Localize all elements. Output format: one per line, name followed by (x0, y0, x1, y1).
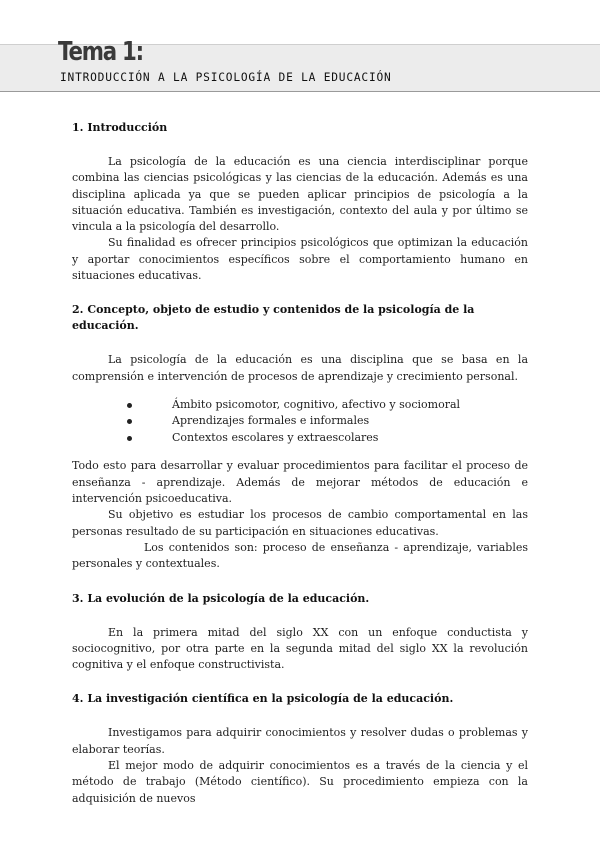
list-item-text: Aprendizajes formales e informales (172, 414, 370, 428)
paragraph: En la primera mitad del siglo XX con un enfoque conductista y sociocognitivo, por otra parte en la segunda mitad del siglo XX la revolución cognitiva y el enfoque constructivista. (72, 625, 528, 672)
list-item (72, 430, 528, 447)
doc-subtitle: INTRODUCCIÓN A LA PSICOLOGÍA DE LA EDUCACIÓN (60, 71, 392, 84)
paragraph: El mejor modo de adquirir conocimientos es a través de la ciencia y el método de trabajo (Método científico). Su procedimiento empieza con la adquisición de nuevos (72, 759, 528, 805)
bullet-icon (127, 419, 132, 424)
section-heading-1: 1. Introducción (72, 121, 168, 134)
paragraph: Investigamos para adquirir conocimientos y resolver dudas o problemas y elaborar teorías. (72, 726, 528, 756)
bullet-icon (127, 403, 132, 408)
section-heading-4: 4. La investigación científica en la psicología de la educación. (72, 692, 454, 706)
list-item-text: Contextos escolares y extraescolares (172, 430, 379, 444)
doc-title: Tema 1: (58, 37, 143, 67)
section-heading-3: 3. La evolución de la psicología de la educación. (72, 591, 370, 605)
paragraph: Todo esto para desarrollar y evaluar procedimientos para facilitar el proceso de enseñanza - aprendizaje. Además de mejorar métodos de educación e intervención psicoeducativa. (72, 459, 528, 506)
bullet-list (72, 397, 528, 447)
paragraph: Su objetivo es estudiar los procesos de cambio comportamental en las personas resultado de su participación en situaciones educativas. (72, 508, 528, 538)
paragraph: La psicología de la educación es una disciplina que se basa en la comprensión e intervención de procesos de aprendizaje y crecimiento personal. (72, 353, 528, 383)
bullet-icon (127, 436, 132, 441)
paragraph: Su finalidad es ofrecer principios psicológicos que optimizan la educación y aportar conocimientos específicos sobre el comportamiento humano en situaciones educativas. (72, 236, 528, 283)
document-body (72, 120, 528, 807)
paragraph: La psicología de la educación es una ciencia interdisciplinar porque combina las ciencias psicológicas y las ciencias de la educación. Además es una disciplina aplicada ya que se pueden aplicar principios de psicología a la situación educativa. También es investigación, contexto del aula y por último se vincula a la psicología del desarrollo. (72, 155, 528, 234)
section-heading-2: 2. Concepto, objeto de estudio y contenidos de la psicología de la educación. (72, 303, 475, 333)
paragraph: Los contenidos son: proceso de enseñanza - aprendizaje, variables personales y contextuales. (72, 540, 528, 571)
list-item (72, 397, 528, 414)
list-item (72, 413, 528, 430)
list-item-text: Ámbito psicomotor, cognitivo, afectivo y sociomoral (172, 397, 461, 411)
